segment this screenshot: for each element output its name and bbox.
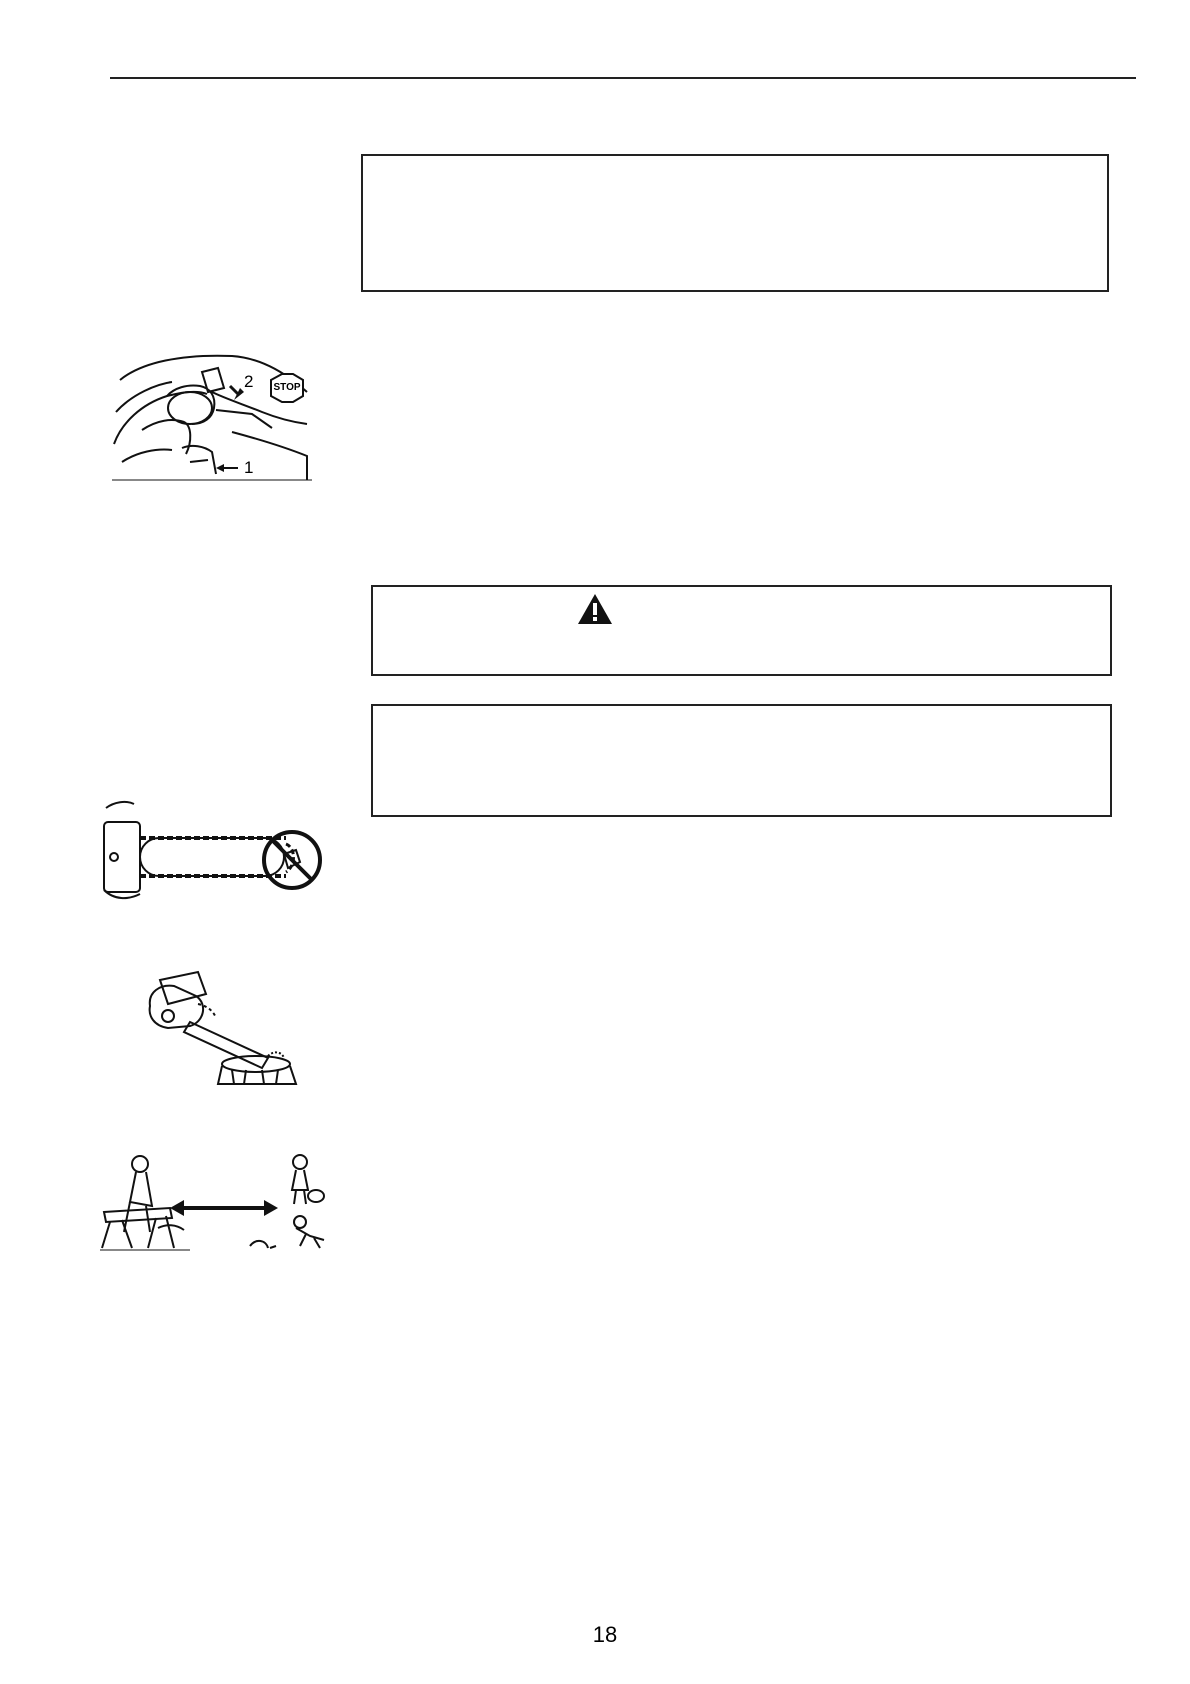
warning-triangle-icon: [576, 592, 614, 631]
stop-switch-illustration: [112, 352, 312, 482]
notice-box-top: [361, 154, 1109, 292]
bystander-distance-illustration: [100, 1150, 332, 1254]
header-rule: [110, 77, 1136, 79]
callout-label-2: 2: [244, 372, 254, 391]
stop-sign-text: STOP: [273, 382, 301, 393]
warning-box: [371, 585, 1112, 676]
callout-label-1: 1: [244, 458, 254, 477]
notice-box-bottom: [371, 704, 1112, 817]
page-number: 18: [592, 1622, 618, 1647]
no-chain-contact-illustration: [100, 800, 326, 910]
stump-cutting-illustration: [138, 970, 298, 1090]
